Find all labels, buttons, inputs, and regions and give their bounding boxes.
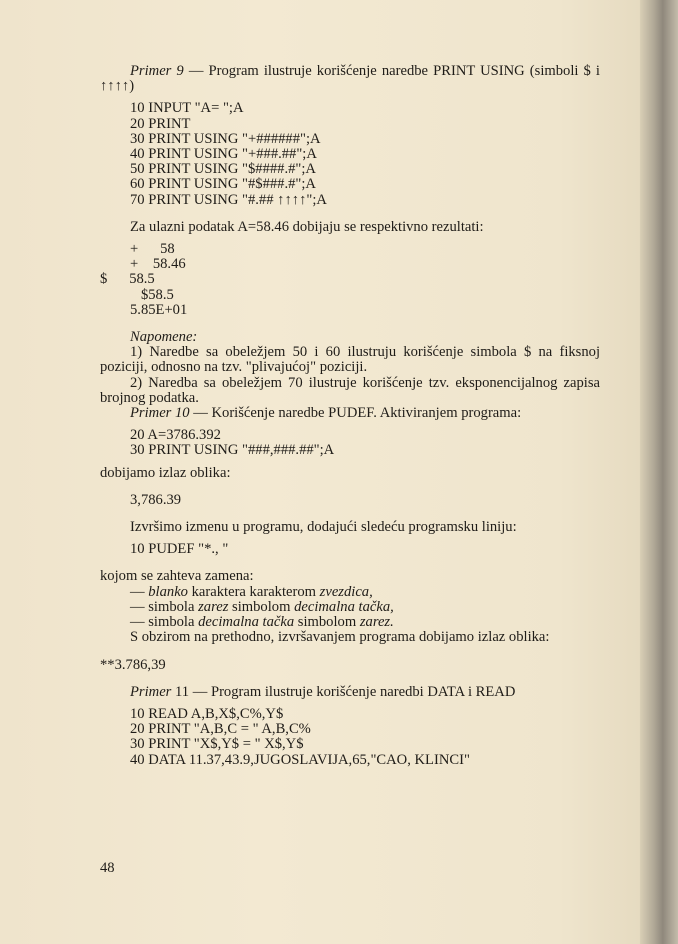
notes-heading bbox=[100, 330, 600, 345]
result-line: + 58 bbox=[130, 241, 175, 258]
replacement-intro: kojom se zahteva zamena: bbox=[100, 568, 254, 585]
code-line: 10 INPUT "A= ";A bbox=[130, 100, 244, 117]
list-item: — simbola decimalna tačka simbolom zarez. bbox=[130, 614, 394, 631]
example-label: Primer bbox=[130, 683, 172, 700]
list-item: — simbola zarez simbolom decimalna tačka, bbox=[130, 598, 394, 615]
result-line: $58.5 bbox=[130, 286, 174, 303]
modify-intro: Izvršimo izmenu u programu, dodajući sledeću programsku liniju: bbox=[130, 519, 517, 536]
example-11-intro bbox=[100, 685, 600, 700]
example-label: Primer 10 bbox=[130, 405, 190, 422]
example-text: — Program ilustruje korišćenje naredbe PRINT USING (simboli $ i ↑↑↑↑) bbox=[100, 63, 600, 95]
example-text: 11 — Program ilustruje korišćenje naredbi DATA i READ bbox=[171, 683, 516, 700]
code-line: 20 PRINT "A,B,C = " A,B,C% bbox=[130, 721, 311, 738]
code-line: 10 PUDEF "*., " bbox=[130, 541, 229, 558]
results-block bbox=[100, 242, 600, 318]
page-number: 48 bbox=[100, 860, 115, 876]
output-line: **3.786,39 bbox=[100, 656, 166, 673]
code-line: 70 PRINT USING "#.## ↑↑↑↑";A bbox=[130, 191, 327, 208]
result-line: $ 58.5 bbox=[100, 271, 155, 288]
code-line: 40 DATA 11.37,43.9,JUGOSLAVIJA,65,"CAO, KLINCI" bbox=[130, 751, 470, 768]
page-content bbox=[100, 64, 600, 768]
code-line: 40 PRINT USING "+###.##";A bbox=[130, 146, 317, 163]
example-text: — Korišćenje naredbe PUDEF. Aktiviranjem programa: bbox=[189, 405, 522, 422]
code-line: 30 PRINT USING "###,###.##";A bbox=[130, 442, 335, 459]
note-1: 1) Naredbe sa obeležjem 50 i 60 ilustruju korišćenje simbola $ na fiksnoj poziciji, odnosno na tzv. "plivajućoj" poziciji. bbox=[100, 344, 600, 376]
results-intro: Za ulazni podatak A=58.46 dobijaju se respektivno rezultati: bbox=[130, 218, 484, 235]
example-9-intro bbox=[100, 64, 600, 94]
example-10-intro bbox=[100, 406, 600, 421]
output-line: 3,786.39 bbox=[130, 491, 182, 508]
code-line: 10 READ A,B,X$,C%,Y$ bbox=[130, 705, 284, 722]
note-2: 2) Naredba sa obeležjem 70 ilustruje korišćenje tzv. eksponencijalnog zapisa brojnog podatka. bbox=[100, 374, 600, 406]
code-line: 20 PRINT bbox=[130, 115, 191, 132]
result-line: 5.85E+01 bbox=[130, 301, 188, 318]
example-label: Primer 9 bbox=[130, 63, 184, 79]
code-block-1 bbox=[100, 101, 600, 207]
code-block-2 bbox=[100, 428, 600, 458]
list-item: — blanko karaktera karakterom zvezdica, bbox=[130, 583, 373, 600]
book-gutter bbox=[640, 0, 678, 944]
replacement-list bbox=[100, 585, 600, 631]
result-line: + 58.46 bbox=[130, 256, 186, 273]
code-block-4 bbox=[100, 707, 600, 768]
code-line: 30 PRINT "X$,Y$ = " X$,Y$ bbox=[130, 736, 304, 753]
code-line: 50 PRINT USING "$####.#";A bbox=[130, 161, 316, 178]
code-line: 20 A=3786.392 bbox=[130, 427, 221, 444]
code-line: 60 PRINT USING "#$###.#";A bbox=[130, 176, 316, 193]
notes-label: Napomene: bbox=[130, 329, 198, 346]
output-intro: dobijamo izlaz oblika: bbox=[100, 464, 231, 481]
result-explanation: S obzirom na prethodno, izvršavanjem programa dobijamo izlaz oblika: bbox=[130, 629, 550, 646]
code-line: 30 PRINT USING "+######";A bbox=[130, 130, 321, 147]
